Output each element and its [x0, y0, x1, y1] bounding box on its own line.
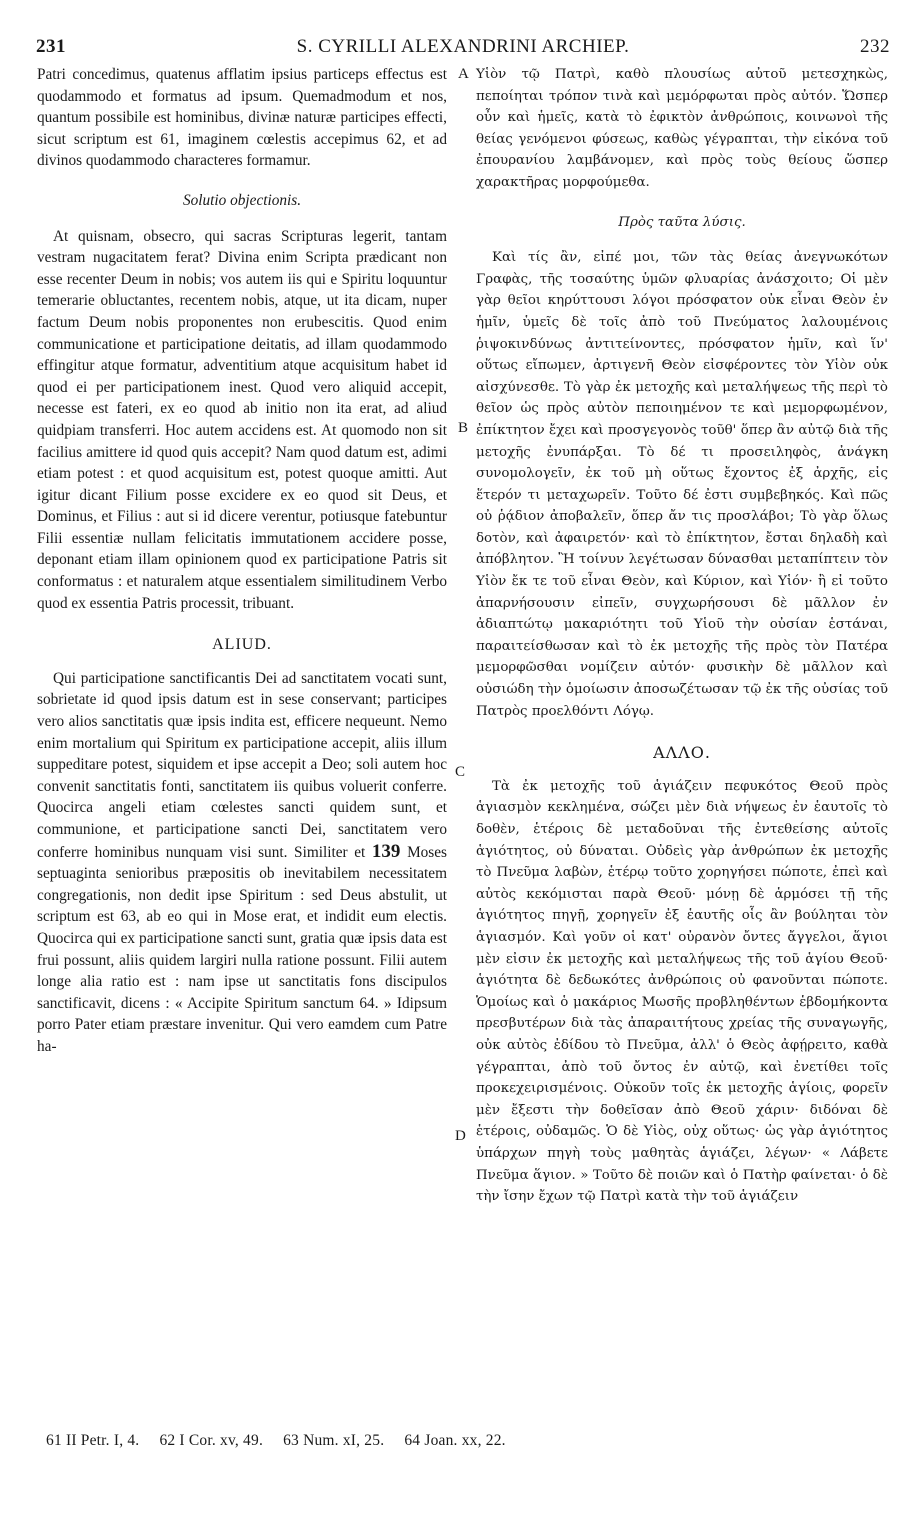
latin-paragraph-2: At quisnam, obsecro, qui sacras Scripturas legerit, tantam vestram nugacitatem ferat? Divina enim Scripta prædicant non esse recenter Deum in nobis; vos autem iis qui e Spiritu loquuntur temerarie obluctantes, recentem nobis, atque, ut ita dicam, nuper factum Deum nobis proponentes non erubescitis. Quod enim communicatione et participatione deitatis, ad illam quodammodo effingitur atque formatur, adventitium atque acquisitum habet id quod ei per participationem inest. Quod vero aliquid accepit, necesse est fateri, ex eo quod ab initio non ita erat, ad aliud quidpiam transferri. Hoc autem accidens est. At quomodo non sit facilius amittere id quod quis accepit? Nam quod datum est, adimi etiam potest : et quod acquisitum est, potest quoque amitti. Aut igitur dicant Filium posse excidere ex eo quod sit Deus, et Dominus, et Filius : aut si id dicere verentur, potiusque fatebuntur Filii essentiæ nullam felicitatis immutationem accidere posse, deponant etiam illam opinionem quod ex participatione Patris sit conformatus : et naturalem atque essentialem similitudinem Verbo quod ex essentia Patris processit, tribuant. — [37, 227, 447, 612]
latin-paragraph-3 — [37, 668, 447, 1058]
page-number-left: 231 — [36, 36, 66, 57]
greek-paragraph-1: Υἱὸν τῷ Πατρὶ, καθὸ πλουσίως αὐτοῦ μετεσχηκὼς, πεποίηται τρόπον τινὰ καὶ μεμόρφωται πρὸς αὐτόν. Ὥσπερ οὖν καὶ ἡμεῖς, κατὰ τὸ ἐφικτὸν ἀνθρώποις, κοινωνοὶ τῆς θείας γενόμενοι φύσεως, καθὼς γέγραπται, τὴν εἰκόνα τοῦ ἐπουρανίου λαμβάνομεν, καὶ πρὸς τοὺς θείους ὥσπερ χαρακτῆρας μορφούμεθα. — [476, 67, 888, 190]
latin-heading-solutio: Solutio objectionis. — [182, 191, 302, 209]
greek-heading-lysis: Πρὸς ταῦτα λύσις. — [618, 214, 746, 230]
margin-letter-d: D — [455, 1128, 466, 1144]
greek-column — [476, 64, 888, 1208]
latin-paragraph-1: Patri concedimus, quatenus afflatim ipsius particeps effectus est quodammodo et formatus ad ipsum. Quemadmodum et nos, quantum possibile est hominibus, divinæ naturæ participes effecti, sicut scriptum est 61, imaginem cœlestis accepimus 62, et ad divinos quodammodo characteres formamur. — [37, 66, 447, 170]
greek-heading-allo: ΑΛΛΟ. — [653, 743, 711, 763]
footnote-62: 62 I Cor. xv, 49. — [159, 1432, 264, 1449]
margin-letter-a: A — [458, 66, 469, 82]
latin-paragraph-3a: Qui participatione sanctificantis Dei ad sanctitatem vocati sunt, sobrietate id quod ipsis datum est in sese conservant; participes vero alios sanctitatis quæ ipsis indita est, efficere nequeunt. Nemo enim mortalium qui Spiritum ex participatione accepit, aliis illum suppeditare potest, siquidem et ipse accepit a Deo; soli autem hoc convenit sanctitatis fonti, sanctitatem iis quibus voluerit conferre. Quocirca angeli etiam cœlestes sancti quidem sunt, et communione, et participatione sancti Dei, sanctitatem vero conferre hominibus nunquam visi sunt. Similiter et — [37, 669, 447, 861]
footnote-61: 61 II Petr. I, 4. — [46, 1432, 140, 1449]
greek-paragraph-3: Τὰ ἐκ μετοχῆς τοῦ ἁγιάζειν πεφυκότος Θεοῦ πρὸς ἁγιασμὸν κεκλημένα, σώζει μὲν διὰ νήψεως ἐν ἑαυτοῖς τὸ δοθὲν, ἑτέροις δὲ μεταδοῦναι τῆς ἐντεθείσης αὐτοῖς ἁγιότητος, οὐ δύναται. Οὐδεὶς γὰρ ἀνθρώπων ἐκ μετοχῆς τὸ Πνεῦμα λαβὼν, ἑτέρῳ τοῦτο χορηγήσει πώποτε, ἐπεὶ καὶ αὐτὸς κεκόμισται παρὰ Θεοῦ· μόνῃ δὲ ἁρμόσει τῇ τῆς ἁγιότητος πηγῇ, χορηγεῖν ἐξ ἑαυτῆς οἷς ἂν βούληται τὸν ἁγιασμόν. Καὶ γοῦν οἱ κατ' οὐρανὸν ὄντες ἄγγελοι, ἅγιοι μὲν εἰσιν ἐκ μετοχῆς καὶ μεταλήψεως τῆς τοῦ ἁγίου Θεοῦ· ἁγιότητα δὲ δεδωκότες ἀνθρώποις οὐ φανοῦνται πώποτε. Ὁμοίως καὶ ὁ μακάριος Μωσῆς προβληθέντων ἑβδομήκοντα πρεσβυτέρων διὰ τὰς ἀπαραιτήτους χρείας τῆς συναγωγῆς, οὐκ αὐτὸς ἐδίδου τὸ Πνεῦμα, ἀλλ' ὁ Θεὸς ἀφῄρειτο, καθὰ γέγραπται, ἀπὸ τοῦ ὄντος ἐν αὐτῷ, καὶ ἐνετίθει τοῖς προκεχειρισμένοις. Οὐκοῦν τοῖς ἐκ μετοχῆς ἁγίοις, φορεῖν μὲν ἔξεστι τὴν δοθεῖσαν ἀπὸ Θεοῦ χάριν· διδόναι δὲ ἑτέροις, οὐδαμῶς. Ὁ δὲ Υἱὸς, οὐχ οὕτως· ὡς γὰρ ἁγιότητος ὑπάρχων πηγὴ τοὺς μαθητὰς ἁγιάζει, λέγων· « Λάβετε Πνεῦμα ἅγιον. » Τοῦτο δὲ ποιῶν καὶ ὁ Πατὴρ φαίνεται· ὁ δὲ τὴν ἴσην ἔχων τῷ Πατρὶ κατὰ τὴν τοῦ ἁγιάζειν — [476, 778, 888, 1205]
latin-paragraph-3b: Moses septuaginta senioribus præpositis ob inevitabilem necessitatem congregationis, non dedit ipse Spiritum : sed Deus abstulit, ut scriptum est 63, ab eo qui in Mose erat, et indidit eum electis. Quocirca qui ex participatione sancti sunt, gratia quæ ipsis data est frui possunt, aliis quidem largiri nulla ratione possunt. Filii autem longe alia ratio est : nam ipse ut sanctitatis fons discipulos sanctificavit, dicens : « Accipite Spiritum sanctum 64. » Idipsum porro Pater etiam præstare invenitur. Qui vero eamdem cum Patre ha- — [37, 843, 448, 1055]
footnote-64: 64 Joan. xx, 22. — [404, 1432, 506, 1449]
footnotes — [46, 1432, 522, 1450]
page-number-right: 232 — [860, 36, 890, 57]
running-header — [36, 36, 890, 60]
margin-letter-b: B — [458, 420, 469, 436]
footnote-63: 63 Num. xI, 25. — [283, 1432, 385, 1449]
column-number-139: 139 — [371, 840, 401, 862]
latin-heading-aliud: ALIUD. — [212, 636, 272, 654]
latin-column — [37, 64, 447, 1058]
margin-letter-c: C — [455, 764, 466, 780]
running-title: S. CYRILLI ALEXANDRINI ARCHIEP. — [296, 36, 630, 57]
greek-paragraph-2: Καὶ τίς ἂν, εἰπέ μοι, τῶν τὰς θείας ἀνεγνωκότων Γραφὰς, τῆς τοσαύτης ὑμῶν φλυαρίας ἀνάσχοιτο; Οἱ μὲν γὰρ θεῖοι κηρύττουσι λόγοι πρόσφατον οὐκ εἶναι Θεὸν ἐν ἡμῖν, ὑμεῖς δὲ τοῖς ἀπὸ τοῦ Πνεύματος λαλουμένοις ῥιψοκινδύνως ἀντιτείνοντες, πρόσφατον ἡμῖν, καὶ ἵν' οὕτως εἴπωμεν, ἀρτιγενῆ Θεὸν εἰσφέροντες τὸν Υἱὸν οὐκ αἰσχύνεσθε. Τὸ γὰρ ἐκ μετοχῆς καὶ μεταλήψεως τῆς περὶ τὸ θεῖον ὡς πρὸς αὐτὸν πεποιημένον τε καὶ μεμορφωμένον, ἐπίκτητον ἔχει καὶ προσγεγονὸς τοῦθ' ὅπερ ἂν αὐτῷ διὰ τῆς μετοχῆς ἐνυπάρξαι. Τὸ δέ τι προσειληφὸς, ἀνάγκη συνομολογεῖν, ἐκ τοῦ μὴ οὕτως ἔχοντος ἐξ ἀρχῆς, εἰς ἕτερόν τι μεταχωρεῖν. Τοῦτο δέ ἐστι συμβεβηκός. Καὶ πῶς οὐ ῥᾴδιον ἀποβαλεῖν, ὅπερ ἄν τις προσλάβοι; Τὸ γὰρ ὅλως δοτὸν, καὶ ἀφαιρετόν· καὶ τὸ ἐπίκτητον, ἔσται δηλαδὴ καὶ ἀπόβλητον. Ἢ τοίνυν λεγέτωσαν δύνασθαι μεταπίπτειν τὸν Υἱὸν ἔκ τε τοῦ εἶναι Θεὸν, καὶ Κύριον, καὶ Υἱόν· ἢ εἰ τοῦτο ἀπαρνήσουσιν εἰπεῖν, συγχωρήσουσι δὲ μᾶλλον ἐν ἀδιαπτώτῳ μακαριότητι τοῦ Υἱοῦ τὴν οὐσίαν ἑστάναι, παραιτείσθωσαν καὶ τὸ ἐκ μετοχῆς τῆς πρὸς τὸν Πατέρα μεμορφῶσθαι νομίζειν αὐτόν· φυσικὴν δὲ μᾶλλον καὶ οὐσιώδη τὴν ὁμοίωσιν ἀποσωζέτωσαν τῷ ἐκ τῆς οὐσίας τοῦ Πατρὸς προελθόντι Λόγῳ. — [476, 250, 888, 719]
